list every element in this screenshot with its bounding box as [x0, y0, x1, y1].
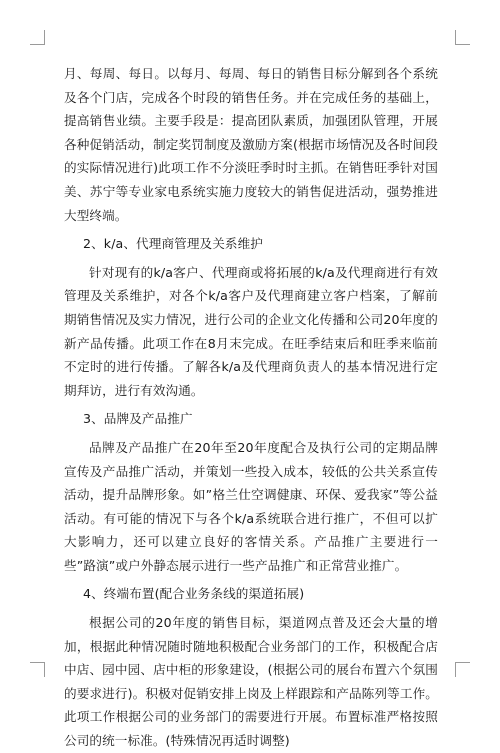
- document-body: [64, 62, 438, 753]
- crop-mark-top-right: [455, 30, 470, 45]
- paragraph-brand-promotion: 品牌及产品推广在20年至20年度配合及执行公司的定期品牌宣传及产品推广活动，并策划一些投入成本，较低的公共关系宣传活动，提升品牌形象。如”格兰仕空调健康、环保、爱我家”等公益活动。有可能的情况下与各个k/a系统联合进行推广，不但可以扩大影响力，还可以建立良好的客情关系。产品推广主要进行一些”路演”或户外静态展示进行一些产品推广和正常营业推广。: [64, 439, 438, 573]
- crop-mark-top-left: [30, 30, 45, 45]
- heading-brand-promotion: 3、品牌及产品推广: [83, 411, 193, 427]
- heading-terminal-layout: 4、终端布置(配合业务条线的渠道拓展): [83, 586, 305, 602]
- heading-ka-agent-management: 2、k/a、代理商管理及关系维护: [83, 236, 263, 252]
- paragraph-sales-targets: 月、每周、每日。以每月、每周、每日的销售目标分解到各个系统及各个门店，完成各个时段的销售任务。并在完成任务的基础上，提高销售业绩。主要手段是：提高团队素质，加强团队管理，开展各种促销活动，制定奖罚制度及激励方案(根据市场情况及各时间段的实际情况进行)此项工作不分淡旺季时时主抓。在销售旺季针对国美、苏宁等专业家电系统实施力度较大的销售促进活动，强势推进大型终端。: [64, 66, 438, 223]
- crop-mark-bottom-left: [30, 662, 45, 677]
- paragraph-terminal-layout: 根据公司的20年度的销售目标，渠道网点普及还会大量的增加，根据此种情况随时随地积极配合业务部门的工作，积极配合店中店、园中园、店中柜的形象建设，(根据公司的展台布置六个氛围的要求进行)。积极对促销安排上岗及上样跟踪和产品陈列等工作。此项工作根据公司的业务部门的需要进行开展。布置标准严格按照公司的统一标准。(特殊情况再适时调整): [64, 615, 438, 749]
- crop-mark-bottom-right: [455, 662, 470, 677]
- paragraph-ka-agent-management: 针对现有的k/a客户、代理商或将拓展的k/a及代理商进行有效管理及关系维护，对各个k/a客户及代理商建立客户档案，了解前期销售情况及实力情况，进行公司的企业文化传播和公司20年度的新产品传播。此项工作在8月末完成。在旺季结束后和旺季来临前不定时的进行传播。了解各k/a及代理商负责人的基本情况进行定期拜访，进行有效沟通。: [64, 264, 438, 398]
